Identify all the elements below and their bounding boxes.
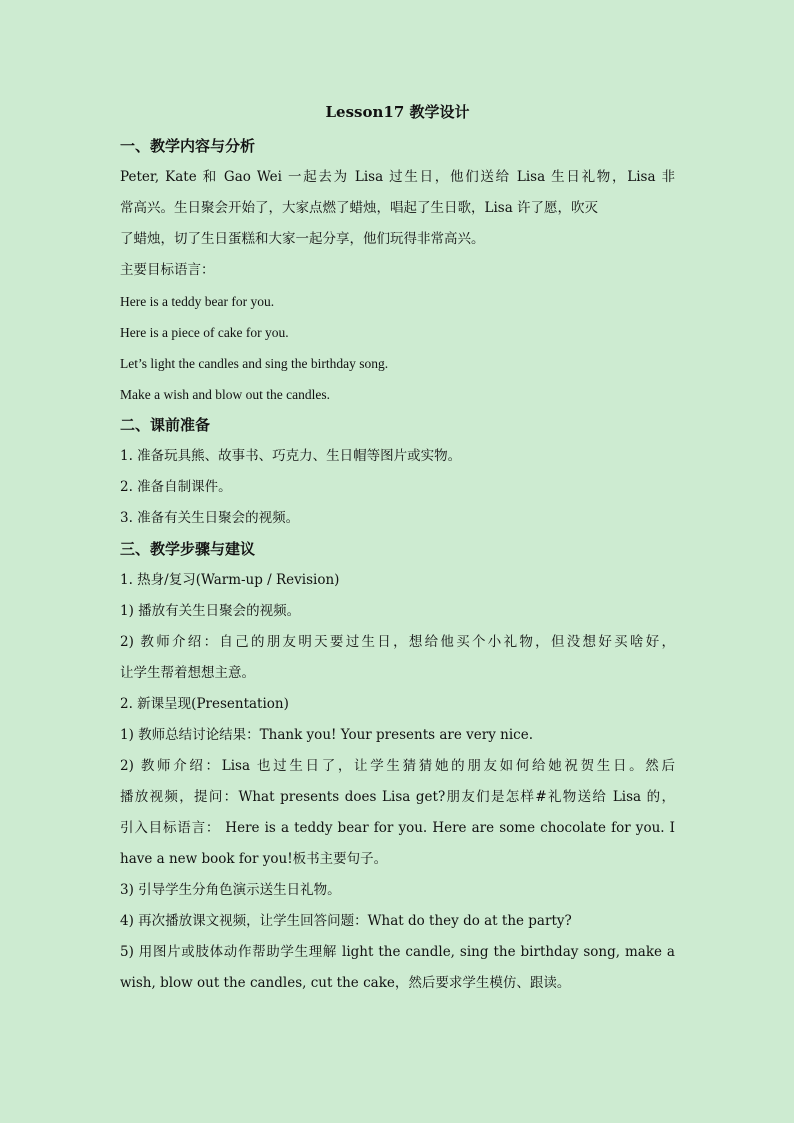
target-sentence: Let’s light the candles and sing the birthday song. <box>120 356 389 371</box>
document-page <box>120 100 675 999</box>
step-line: 2) 教师介绍：Lisa 也过生日了，让学生猜猜她的朋友如何给她祝贺生日。然后 <box>120 758 675 774</box>
step-line: 1) 教师总结讨论结果：Thank you! Your presents are very nice. <box>120 727 533 743</box>
list-item: 2. 准备自制课件。 <box>120 479 232 495</box>
list-item: 1. 准备玩具熊、故事书、巧克力、生日帽等图片或实物。 <box>120 448 462 464</box>
step-line: wish, blow out the candles, cut the cake，然后要求学生模仿、跟读。 <box>120 975 571 991</box>
step-line: 5) 用图片或肢体动作帮助学生理解 light the candle, sing the birthday song, make a <box>120 944 675 960</box>
document-title: Lesson17 教学设计 <box>325 103 470 121</box>
list-item: 3. 准备有关生日聚会的视频。 <box>120 510 300 526</box>
section-heading-content-analysis: 一、教学内容与分析 <box>120 137 256 155</box>
step-line: 2. 新课呈现(Presentation) <box>120 696 289 712</box>
paragraph-line: Peter, Kate 和 Gao Wei 一起去为 Lisa 过生日，他们送给 Lisa 生日礼物，Lisa 非 <box>120 169 675 185</box>
step-line: 1. 热身/复习(Warm-up / Revision) <box>120 572 340 588</box>
section-heading-teaching-steps: 三、教学步骤与建议 <box>120 540 256 558</box>
step-line: 3) 引导学生分角色演示送生日礼物。 <box>120 882 341 898</box>
step-line: 播放视频，提问：What presents does Lisa get?朋友们是怎样#礼物送给 Lisa 的， <box>120 789 675 805</box>
step-line: 2) 教师介绍：自己的朋友明天要过生日，想给他买个小礼物，但没想好买啥好， <box>120 634 675 650</box>
target-sentence: Here is a teddy bear for you. <box>120 294 275 309</box>
step-line: have a new book for you!板书主要句子。 <box>120 851 388 867</box>
step-line: 4) 再次播放课文视频，让学生回答问题：What do they do at the party? <box>120 913 572 929</box>
target-sentence: Make a wish and blow out the candles. <box>120 387 330 402</box>
step-line: 引入目标语言： Here is a teddy bear for you. Here are some chocolate for you. I <box>120 820 675 836</box>
target-sentence: Here is a piece of cake for you. <box>120 325 289 340</box>
paragraph-line: 常高兴。生日聚会开始了，大家点燃了蜡烛，唱起了生日歌，Lisa 许了愿，吹灭 <box>120 200 599 216</box>
step-line: 让学生帮着想想主意。 <box>120 665 255 681</box>
step-line: 1) 播放有关生日聚会的视频。 <box>120 603 301 619</box>
paragraph-line: 了蜡烛，切了生日蛋糕和大家一起分享，他们玩得非常高兴。 <box>120 231 485 247</box>
section-heading-preparation: 二、课前准备 <box>120 416 211 434</box>
target-language-label: 主要目标语言： <box>120 262 215 278</box>
